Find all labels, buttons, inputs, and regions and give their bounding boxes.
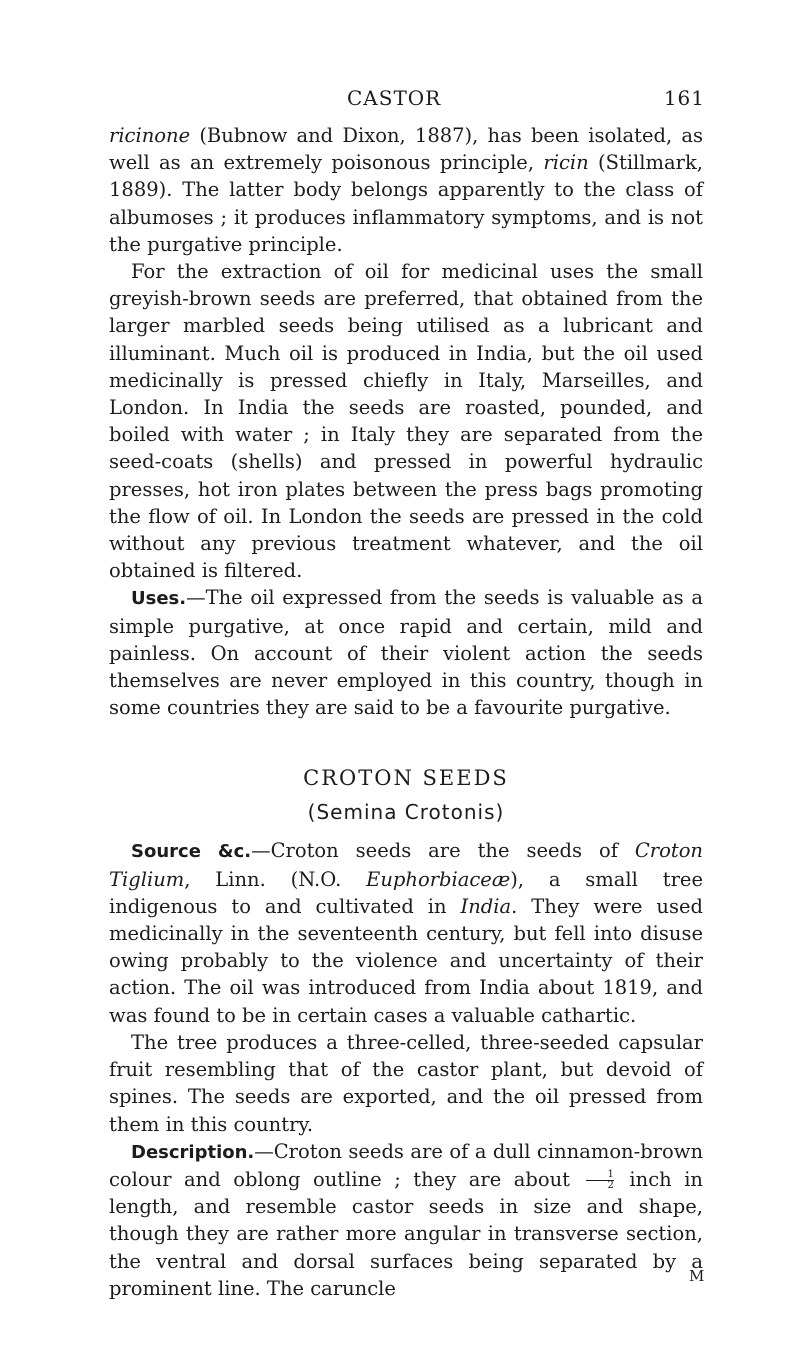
- text-run: (Stillmark, 1889). The latter body belongs apparently to the class of albumoses ; it produces inflammatory symptoms, and is not the purgative principle.: [109, 151, 703, 256]
- term-croton-tiglium: Croton Tiglium: [109, 839, 703, 891]
- fraction-numerator: 1: [586, 1170, 614, 1181]
- term-india: India: [460, 894, 512, 918]
- term-ricin: ricin: [543, 151, 589, 175]
- section-subtitle: (Semina Crotonis): [307, 800, 505, 825]
- text-run: . They were used medicinally in the seventeenth century, but fell into disuse owing probably to the violence and uncertainty of their action. The oil was introduced from India about 1819, and was found to be in certain cases a valuable cathartic.: [109, 894, 703, 1027]
- paragraph-description: [109, 1138, 706, 1302]
- text-run: inch in length, and resemble castor seeds in size and shape, though they are rather more angular in transverse section, the ventral and dorsal surfaces being separated by a prominent line. The caruncle: [109, 1167, 703, 1300]
- text-run: —Croton seeds are the seeds of: [251, 839, 635, 863]
- signature-mark: M: [689, 1267, 706, 1285]
- page-number: 161: [663, 86, 705, 110]
- text-run: —The oil expressed from the seeds is valuable as a simple purgative, at once rapid and certain, mild and painless. On account of their violent action the seeds themselves are never employed in this country, though in some countries they are said to be a favourite purgative.: [109, 586, 703, 720]
- text-run: ), a small tree indigenous to and cultivated in: [109, 867, 703, 918]
- body-text: [109, 122, 706, 1302]
- paragraph-ricinone: [109, 122, 703, 258]
- fraction-denominator: 2: [607, 1179, 614, 1191]
- side-heading-uses: Uses.: [131, 588, 187, 610]
- paragraph-source: [109, 837, 703, 1028]
- fraction-half: [586, 1170, 614, 1191]
- text-run: —Croton seeds are of a dull cinnamon-brown colour and oblong outline ; they are about: [109, 1139, 703, 1191]
- term-ricinone: ricinone: [109, 124, 191, 147]
- paragraph-tree: The tree produces a three-celled, three-seeded capsular fruit resembling that of the castor plant, but devoid of spines. The seeds are exported, and the oil pressed from them in this country.: [109, 1030, 703, 1136]
- paragraph-extraction: For the extraction of oil for medicinal uses the small greyish-brown seeds are preferred, that obtained from the larger marbled seeds being utilised as a lubricant and illuminant. Much oil is produced in India, but the oil used medicinally is pressed chiefly in Italy, Marseilles, and London. In India the seeds are roasted, pounded, and boiled with water ; in Italy they are separated from the seed-coats (shells) and pressed in powerful hydraulic presses, hot iron plates between the press bags promoting the flow of oil. In London the seeds are pressed in the cold without any previous treatment whatever, and the oil obtained is filtered.: [109, 260, 703, 583]
- running-head: [270, 86, 705, 116]
- paragraph-uses: [109, 584, 703, 721]
- section-title: CROTON SEEDS: [303, 766, 509, 791]
- side-heading-source: Source &c.: [131, 841, 252, 863]
- term-euphorbiaceae: Euphorbiaceæ: [366, 867, 511, 891]
- text-run: , Linn. (N.O.: [184, 867, 367, 891]
- text-run: (Bubnow and Dixon, 1887), has been isolated, as well as an extremely poisonous principle,: [109, 124, 703, 175]
- side-heading-description: Description.: [131, 1141, 255, 1163]
- running-head-title: CASTOR: [347, 86, 442, 110]
